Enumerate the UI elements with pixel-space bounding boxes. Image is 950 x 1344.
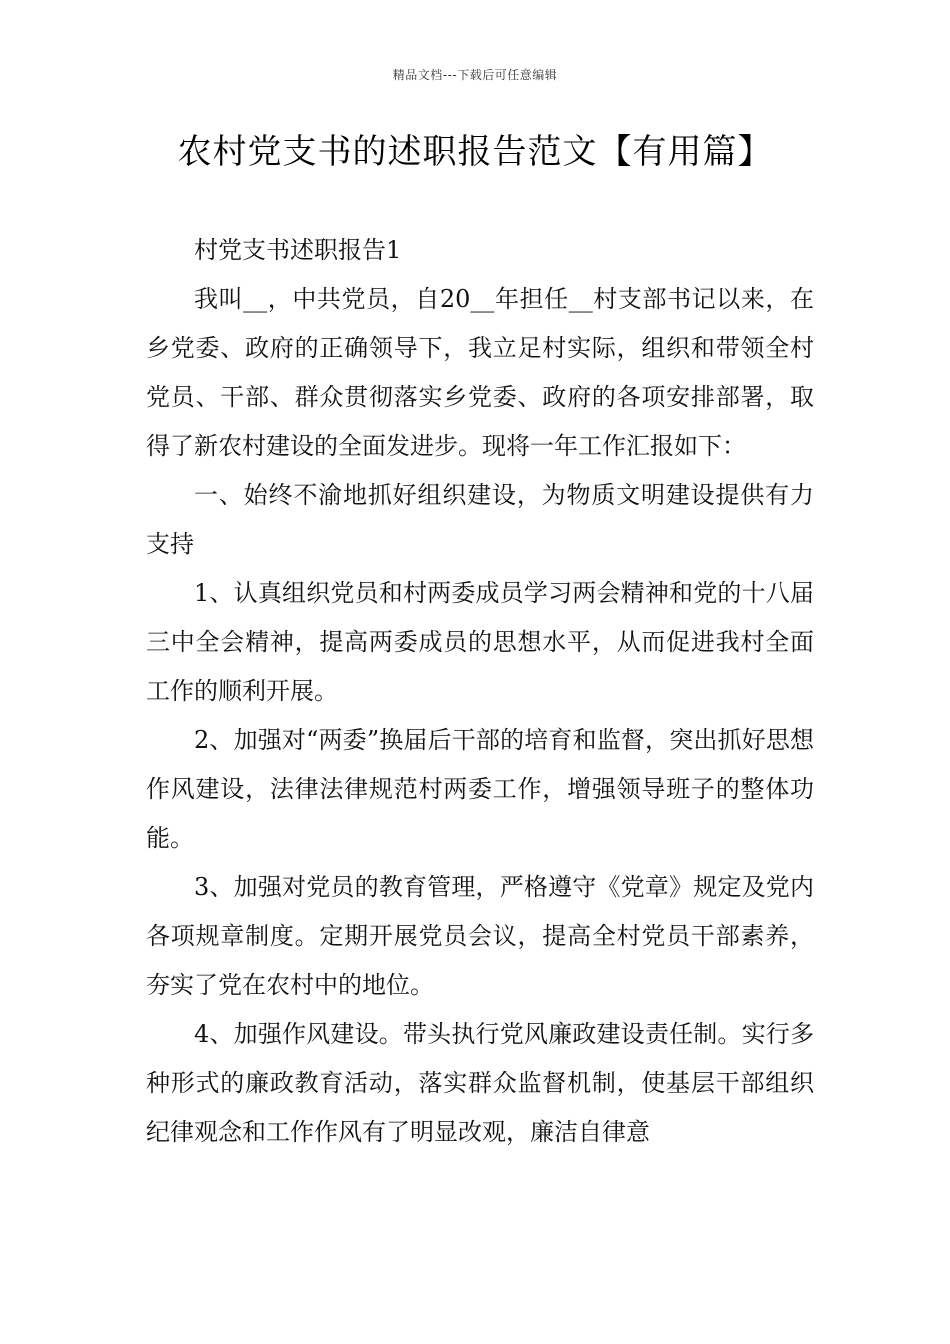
body-paragraph: 1、认真组织党员和村两委成员学习两会精神和党的十八届三中全会精神，提高两委成员的思想水平，从而促进我村全面工作的顺利开展。 [146, 579, 814, 705]
section-heading: 村党支书述职报告1 [194, 236, 402, 264]
header-note: 精品文档---下载后可任意编辑 [392, 68, 558, 82]
body-paragraph: 3、加强对党员的教育管理，严格遵守《党章》规定及党内各项规章制度。定期开展党员会议，提高全村党员干部素养，夯实了党在农村中的地位。 [146, 873, 814, 999]
body-paragraph: 4、加强作风建设。带头执行党风廉政建设责任制。实行多种形式的廉政教育活动，落实群众监督机制，使基层干部组织纪律观念和工作作风有了明显改观，廉洁自律意 [146, 1020, 814, 1146]
body-paragraph: 2、加强对“两委”换届后干部的培育和监督，突出抓好思想作风建设，法律法律规范村两委工作，增强领导班子的整体功能。 [146, 726, 814, 852]
body-paragraph: 我叫__，中共党员，自20__年担任__村支部书记以来，在乡党委、政府的正确领导下，我立足村实际，组织和带领全村党员、干部、群众贯彻落实乡党委、政府的各项安排部署，取得了新农村建设的全面发进步。现将一年工作汇报如下： [146, 285, 814, 460]
body-paragraph: 一、始终不渝地抓好组织建设，为物质文明建设提供有力支持 [146, 481, 814, 558]
document-title: 农村党支书的述职报告范文【有用篇】 [177, 132, 773, 172]
document-body [146, 226, 814, 1157]
